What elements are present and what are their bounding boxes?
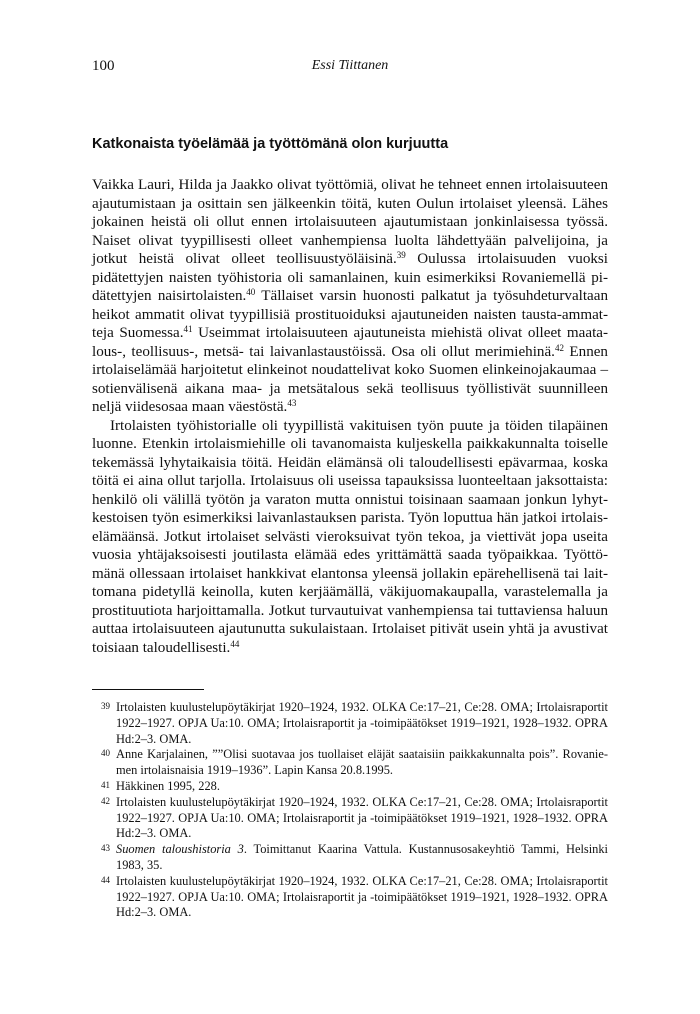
footnote-number: 40 bbox=[101, 748, 110, 759]
section-heading: Katkonaista työelämää ja työttömänä olon kurjuutta bbox=[92, 136, 449, 152]
running-head bbox=[92, 58, 608, 78]
footnote-number: 41 bbox=[101, 779, 110, 790]
footnote-ref-40[interactable]: 40 bbox=[246, 287, 256, 297]
footnote-number: 39 bbox=[101, 701, 110, 711]
footnote-39 bbox=[92, 700, 608, 747]
footnotes bbox=[92, 700, 608, 921]
paragraph-1 bbox=[92, 176, 608, 417]
footnote-44 bbox=[92, 874, 608, 921]
page-number: 100 bbox=[92, 58, 115, 74]
footnote-ref-41[interactable]: 41 bbox=[183, 324, 193, 334]
footnote-text: . Toimittanut Kaarina Vattula. Kustannusosakeyhtiö Tammi, Helsinki 1983, 35. bbox=[116, 842, 608, 872]
footnote-number: 44 bbox=[101, 874, 110, 885]
body-text bbox=[92, 176, 608, 657]
footnote-43 bbox=[92, 842, 608, 874]
footnote-number: 42 bbox=[101, 795, 110, 806]
footnote-text: Häkkinen 1995, 228. bbox=[116, 778, 220, 793]
paragraph-2 bbox=[92, 417, 608, 658]
text-run: Irtolaisten työhistorialle oli tyypillistä vakituisen työn puute ja töiden tilapäinen luonne. Etenkin irtolaismiehille oli tavanomaista kuljeskella paikkakunnalta toiselle tekemässä lyhytaikaisia töitä. Heidän elämänsä oli taloudellisesti epävarmaa, koska töitä ei aina ollut tarjolla. Irtolaisuus oli useissa tapauksissa luonteeltaan jaksottaista: henkilö oli välillä työtön ja varaton mutta onnistui toisinaan saamaan jonkun lyhytkestoisen työn esimerkiksi laivanlastauksen parista. Työn loputtua hän jatkoi irtolaiselämäänsä. Jotkut irtolaiset selvästi vieroksuivat työn tekoa, ja viettivät jopa useita vuosia yhtäjaksoisesti joutilasta elämää edes yrittämättä saada työpaikkaa. Työttömänä ollessaan irtolaiset hankkivat elantonsa yleensä jollakin epärehellisenä tai laittomana pidetyllä keinolla, kuten kerjäämällä, väkijuomakaupalla, varastelemalla ja prostituutiota harjoittamalla. Jotkut turvautuivat vanhempiensa tai tuttaviensa haluun auttaa irtolaisuuteen ajautunutta sukulaistaan. Irtolaiset pitivät usein yhtä ja avustivat toisiaan taloudellisesti. bbox=[92, 417, 608, 656]
footnote-40 bbox=[92, 747, 608, 779]
footnote-ref-44[interactable]: 44 bbox=[230, 638, 240, 649]
footnote-divider bbox=[92, 689, 204, 690]
running-head-author: Essi Tiittanen bbox=[311, 58, 389, 73]
footnote-text: Anne Karjalainen, ””Olisi suotavaa jos tuollaiset eläjät saataisiin paikkakunnalta pois”. Rovaniemen irtolaisnaisia 1919–1936”. Lapin Kansa 20.8.1995. bbox=[116, 747, 608, 778]
footnote-number: 43 bbox=[101, 843, 110, 854]
footnote-42 bbox=[92, 795, 608, 842]
footnote-ref-43[interactable]: 43 bbox=[287, 398, 297, 408]
text-run: Vaikka Lauri, Hilda ja Jaakko olivat työttömiä, olivat he tehneet ennen irtolaisuuteen ajautumistaan ja osittain sen jälkeenkin töitä, kuten Oulun irtolaiset yleensä. Lähes jokainen heistä oli ollut ennen irtolaisuuteen ajautumistaan jonkinlaisessa työssä. Naiset olivat tyypillisesti olleet vanhempiensa luolta lähdettyään palvelijoina, ja jotkut heistä olivat olleet teollisuustyöläisinä. bbox=[92, 177, 608, 267]
footnote-text: Irtolaisten kuulustelupöytäkirjat 1920–1924, 1932. OLKA Ce:17–21, Ce:28. OMA; Irtolaisraportit 1922–1927. OPJA Ua:10. OMA; Irtolaisraportit ja -toimipäätökset 1919–1921, 1928–1932. OPRA Hd:2–3. OMA. bbox=[116, 700, 608, 746]
text-run: Ennen irtolaiselämää harjoitetut elinkeinot noudattelivat koko Suomen elinkeinojakaumaa – sotienvälisenä aikana maa- ja metsätalous sekä teollisuus työllistivät suunnilleen neljä viidesosaa maan väestöstä. bbox=[92, 343, 608, 415]
text-run: Oulussa irtolaisuuden vuoksi pidätettyjen naisten työhistoria oli samanlainen, kuin esimerkiksi Rovaniemellä pidätettyjen naisirtolaisten. bbox=[92, 251, 608, 304]
footnote-ref-39[interactable]: 39 bbox=[396, 250, 406, 260]
footnote-ref-42[interactable]: 42 bbox=[554, 342, 564, 353]
footnote-41 bbox=[92, 779, 608, 795]
text-run: Tällaiset varsin huonosti palkatut ja työsuhdeturvaltaan heikot ammatit olivat tyypillisiä prostituoiduksi ajautuneiden naisten tausta-ammatteja Suomessa. bbox=[92, 288, 609, 341]
text-run: Useimmat irtolaisuuteen ajautuneista miehistä olivat olleet maatalous-, teollisuus-, metsä- tai laivanlastaustöissä. Osa oli ollut merimiehinä. bbox=[92, 325, 608, 360]
footnote-book-title: Suomen taloushistoria 3 bbox=[116, 842, 244, 857]
footnote-text: Irtolaisten kuulustelupöytäkirjat 1920–1924, 1932. OLKA Ce:17–21, Ce:28. OMA; Irtolaisraportit 1922–1927. OPJA Ua:10. OMA; Irtolaisraportit ja -toimipäätökset 1919–1921, 1928–1932. OPRA Hd:2–3. OMA. bbox=[116, 873, 608, 920]
footnote-text: Irtolaisten kuulustelupöytäkirjat 1920–1924, 1932. OLKA Ce:17–21, Ce:28. OMA; Irtolaisraportit 1922–1927. OPJA Ua:10. OMA; Irtolaisraportit ja -toimipäätökset 1919–1921, 1928–1932. OPRA Hd:2–3. OMA. bbox=[116, 794, 608, 841]
